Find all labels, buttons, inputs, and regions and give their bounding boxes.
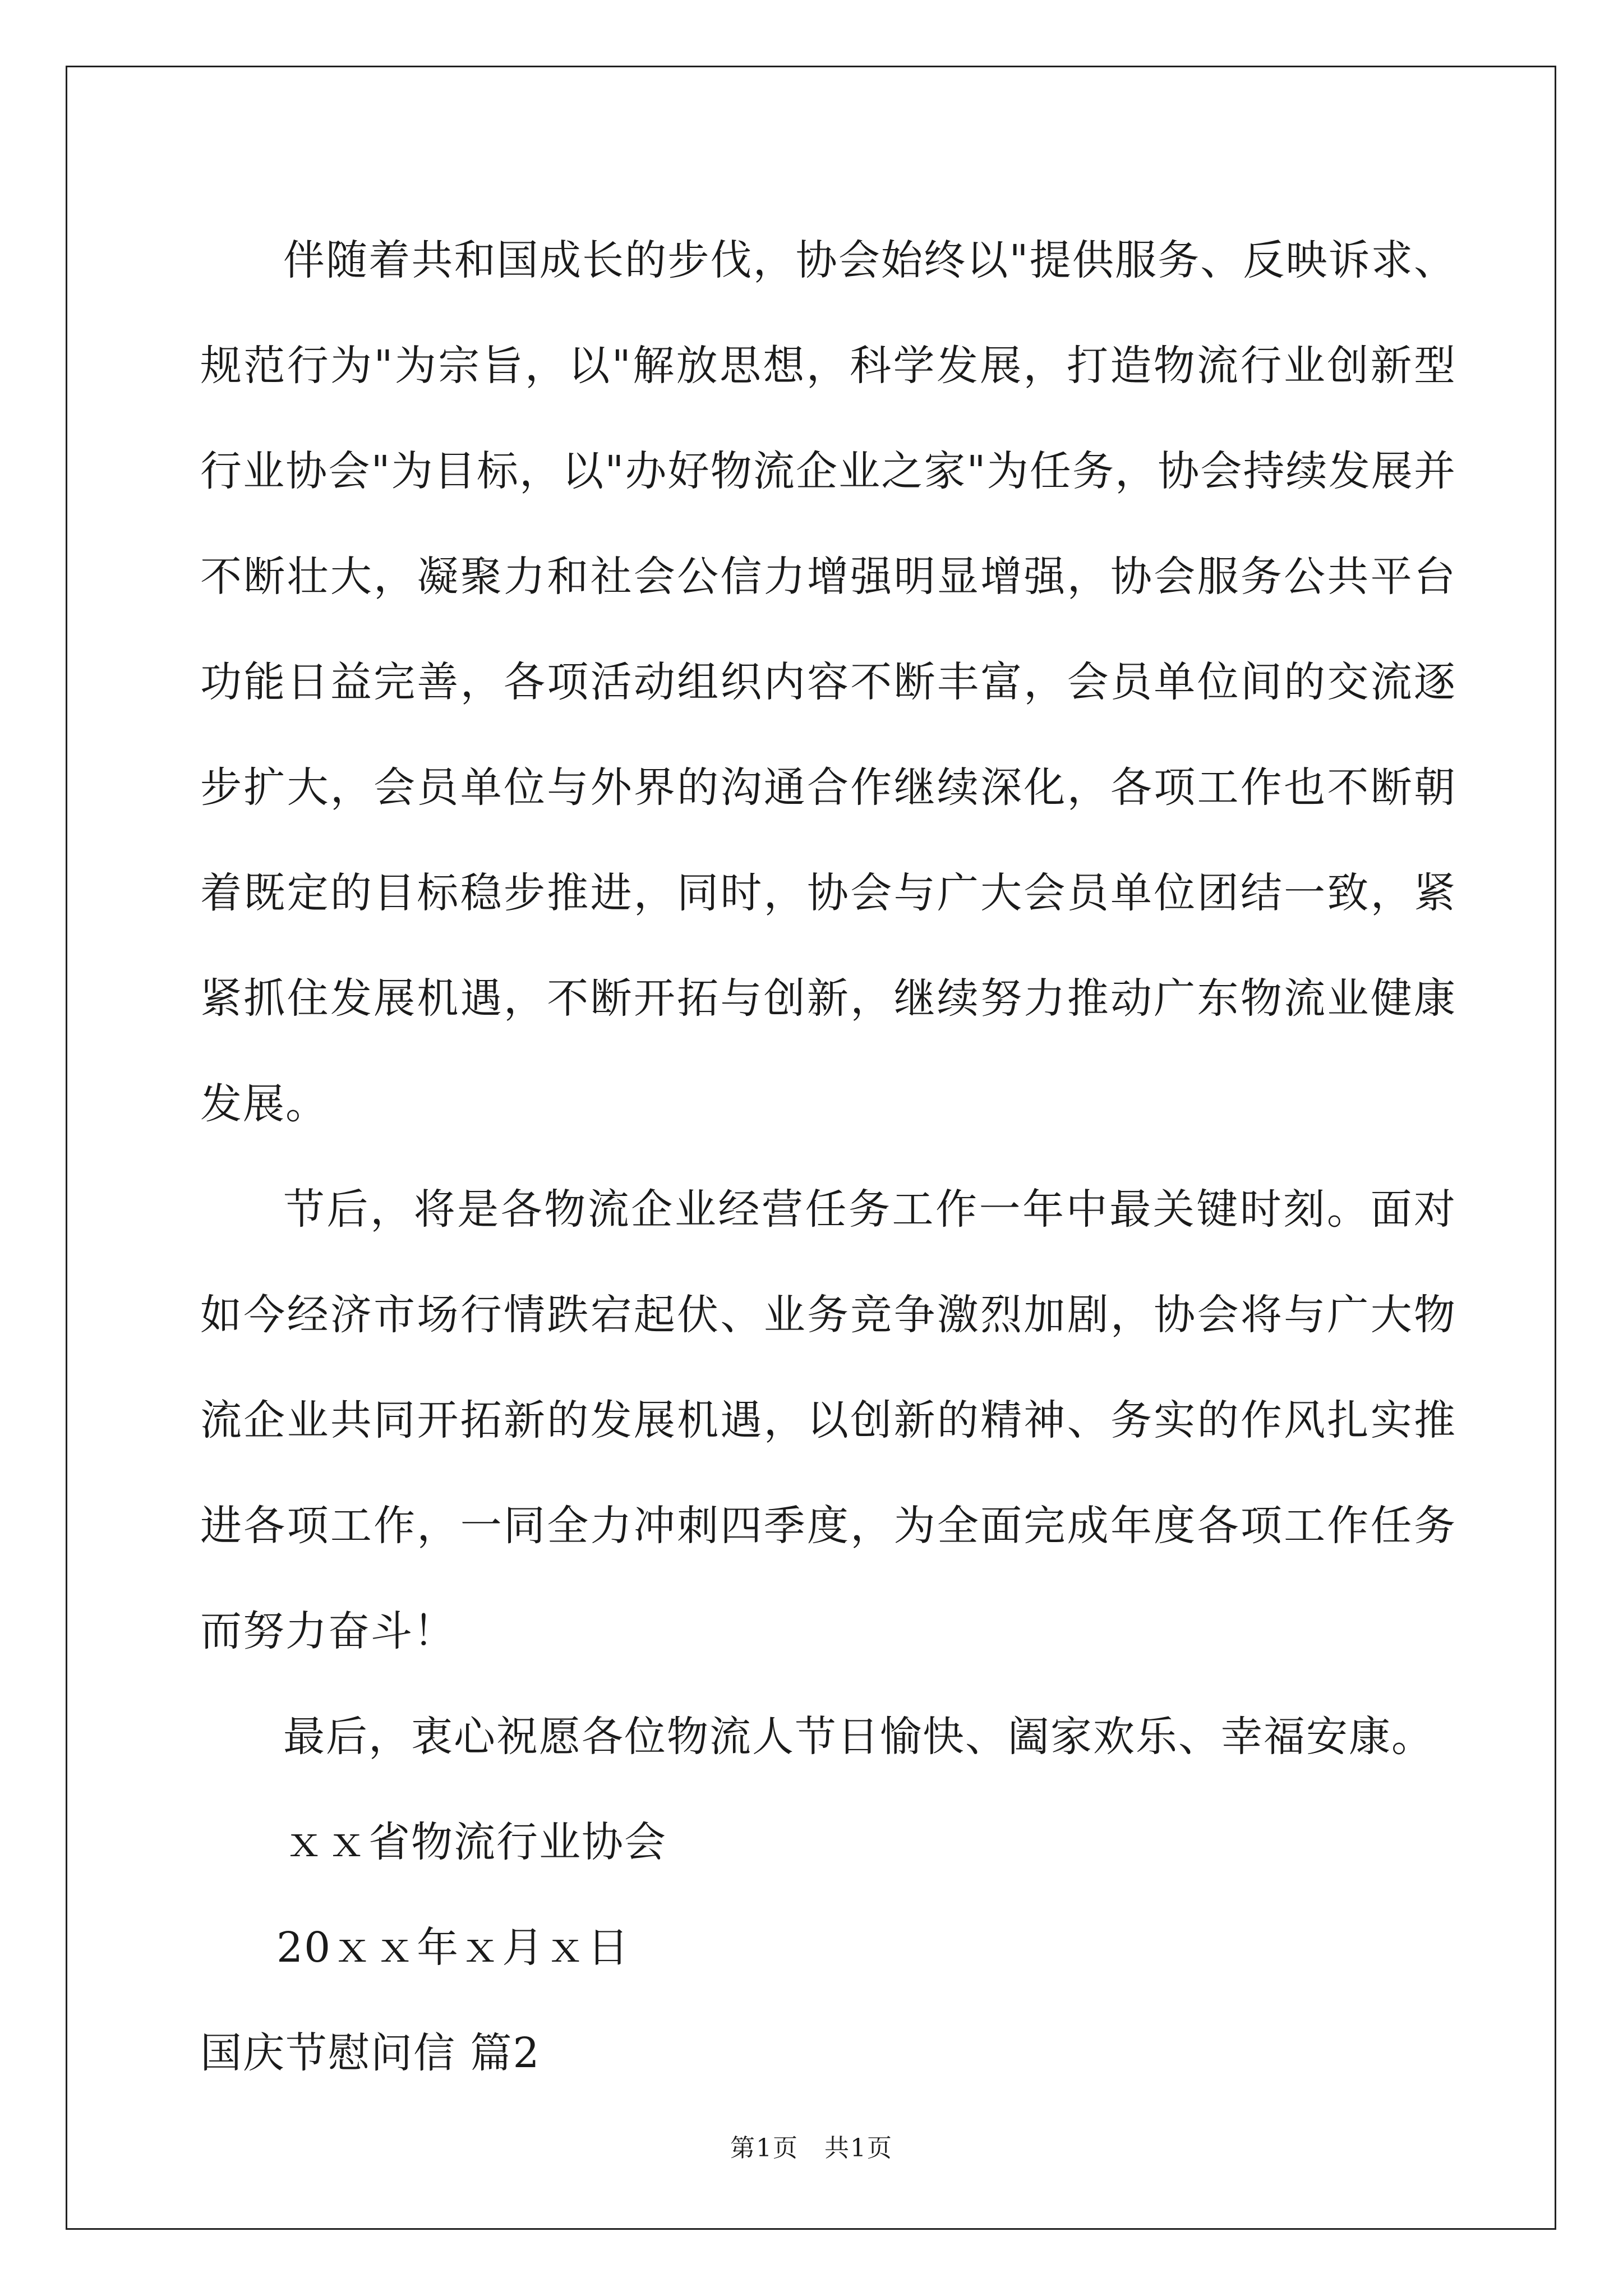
document-body bbox=[200, 208, 1456, 2106]
paragraph-1: 伴随着共和国成长的步伐，协会始终以"提供服务、反映诉求、规范行为"为宗旨，以"解放思想，科学发展，打造物流行业创新型行业协会"为目标，以"办好物流企业之家"为任务，协会持续发展并不断壮大，凝聚力和社会公信力增强明显增强，协会服务公共平台功能日益完善，各项活动组织内容不断丰富，会员单位间的交流逐步扩大，会员单位与外界的沟通合作继续深化，各项工作也不断朝着既定的目标稳步推进，同时，协会与广大会员单位团结一致，紧紧抓住发展机遇，不断开拓与创新，继续努力推动广东物流业健康发展。 bbox=[200, 236, 1456, 1128]
page-footer: 第1页 共1页 bbox=[730, 2134, 893, 2162]
paragraph-3: 最后，衷心祝愿各位物流人节日愉快、阖家欢乐、幸福安康。 bbox=[283, 1713, 1434, 1761]
date: 20ｘｘ年ｘ月ｘ日 bbox=[276, 1924, 630, 1972]
paragraph-2: 节后，将是各物流企业经营任务工作一年中最关键时刻。面对如今经济市场行情跌宕起伏、业务竞争激烈加剧，协会将与广大物流企业共同开拓新的发展机遇，以创新的精神、务实的作风扎实推进各项工作，一同全力冲刺四季度，为全面完成年度各项工作任务而努力奋斗！ bbox=[200, 1185, 1456, 1655]
section-title: 国庆节慰问信 篇2 bbox=[200, 2029, 541, 2077]
signature: ｘｘ省物流行业协会 bbox=[283, 1818, 667, 1866]
